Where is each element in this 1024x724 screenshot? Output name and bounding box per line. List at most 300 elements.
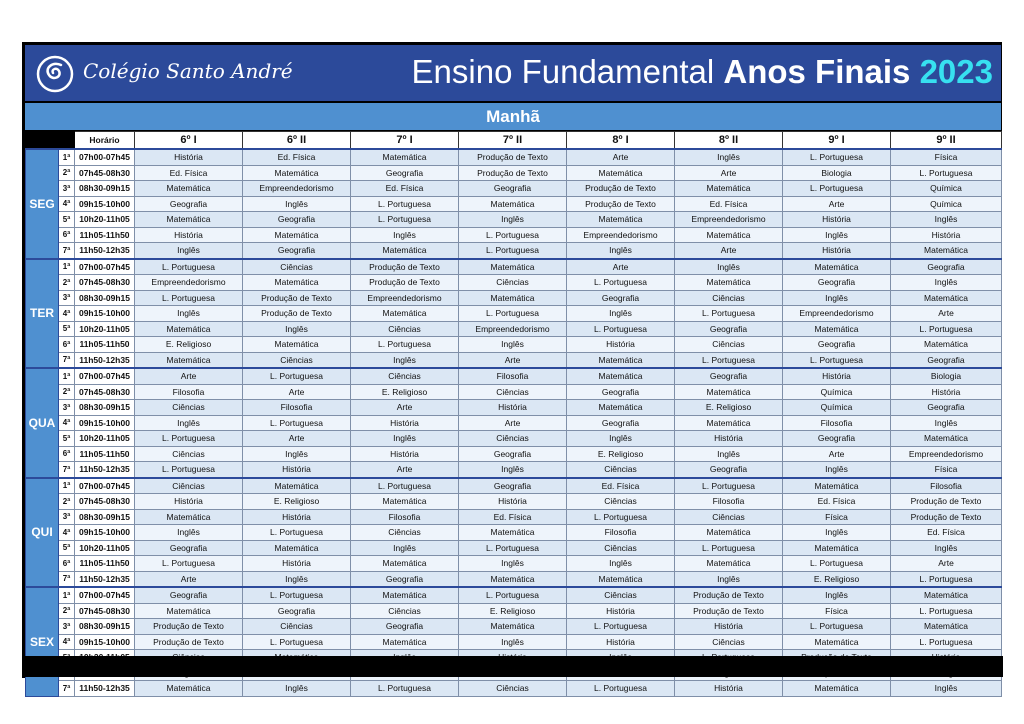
subject-cell: História	[675, 431, 783, 447]
subject-cell: Ciências	[243, 352, 351, 368]
subject-cell: Matemática	[459, 259, 567, 275]
subject-cell: L. Portuguesa	[351, 337, 459, 353]
period-time: 10h20-11h05	[75, 321, 135, 337]
subject-cell: Física	[783, 509, 891, 525]
subject-cell: L. Portuguesa	[135, 431, 243, 447]
subject-cell: Filosofia	[243, 400, 351, 416]
subject-cell: Inglês	[351, 431, 459, 447]
table-row	[26, 352, 1002, 368]
subject-cell: Ed. Física	[351, 181, 459, 197]
subject-cell: Produção de Texto	[459, 165, 567, 181]
subject-cell: Ciências	[567, 587, 675, 603]
subject-cell: Arte	[459, 415, 567, 431]
header-class: 6º I	[135, 132, 243, 150]
subject-cell: História	[567, 634, 675, 650]
table-row	[26, 540, 1002, 556]
subject-cell: Matemática	[675, 227, 783, 243]
period-time: 07h00-07h45	[75, 259, 135, 275]
subject-cell: Inglês	[243, 681, 351, 697]
header-class: 8º II	[675, 132, 783, 150]
day-label: TER	[26, 259, 59, 369]
period-ordinal: 6ª	[59, 446, 75, 462]
subject-cell: Matemática	[351, 243, 459, 259]
subject-cell: Ciências	[135, 446, 243, 462]
subject-cell: Produção de Texto	[351, 259, 459, 275]
subject-cell: Inglês	[351, 227, 459, 243]
subject-cell: Ciências	[459, 431, 567, 447]
subject-cell: Matemática	[351, 587, 459, 603]
subject-cell: Matemática	[783, 321, 891, 337]
subject-cell: L. Portuguesa	[783, 149, 891, 165]
subject-cell: Inglês	[459, 337, 567, 353]
table-row	[26, 400, 1002, 416]
subject-cell: Filosofia	[783, 415, 891, 431]
subject-cell: Produção de Texto	[459, 149, 567, 165]
period-time: 08h30-09h15	[75, 619, 135, 635]
period-ordinal: 1ª	[59, 587, 75, 603]
subject-cell: Ciências	[675, 290, 783, 306]
subject-cell: Matemática	[567, 368, 675, 384]
subject-cell: Matemática	[351, 556, 459, 572]
period-time: 07h45-08h30	[75, 494, 135, 510]
period-ordinal: 2ª	[59, 165, 75, 181]
school-logo-icon	[35, 54, 75, 94]
period-ordinal: 2ª	[59, 275, 75, 291]
subject-cell: Produção de Texto	[675, 587, 783, 603]
subject-cell: L. Portuguesa	[675, 478, 783, 494]
subject-cell: Inglês	[351, 540, 459, 556]
subject-cell: Matemática	[243, 227, 351, 243]
subject-cell: Matemática	[135, 352, 243, 368]
subject-cell: Matemática	[783, 634, 891, 650]
subject-cell: L. Portuguesa	[135, 290, 243, 306]
subject-cell: Geografia	[459, 446, 567, 462]
subject-cell: Geografia	[891, 352, 1002, 368]
subject-cell: Matemática	[783, 478, 891, 494]
period-time: 11h05-11h50	[75, 556, 135, 572]
subject-cell: Produção de Texto	[567, 181, 675, 197]
subject-cell: Inglês	[675, 259, 783, 275]
period-time: 10h20-11h05	[75, 540, 135, 556]
subject-cell: L. Portuguesa	[567, 321, 675, 337]
period-ordinal: 3ª	[59, 509, 75, 525]
period-time: 09h15-10h00	[75, 415, 135, 431]
subject-cell: Matemática	[351, 634, 459, 650]
period-time: 11h50-12h35	[75, 352, 135, 368]
subject-cell: Inglês	[675, 149, 783, 165]
schedule-sheet	[22, 42, 1002, 694]
subject-cell: E. Religioso	[459, 603, 567, 619]
table-row	[26, 212, 1002, 228]
period-ordinal: 3ª	[59, 400, 75, 416]
period-ordinal: 1ª	[59, 478, 75, 494]
subject-cell: Ed. Física	[891, 525, 1002, 541]
table-row	[26, 446, 1002, 462]
period-time: 07h45-08h30	[75, 384, 135, 400]
period-time: 09h15-10h00	[75, 196, 135, 212]
subject-cell: E. Religioso	[351, 384, 459, 400]
period-time: 11h50-12h35	[75, 462, 135, 478]
subject-cell: Inglês	[351, 352, 459, 368]
subject-cell: Empreendedorismo	[891, 446, 1002, 462]
subject-cell: Inglês	[891, 212, 1002, 228]
subject-cell: Geografia	[783, 337, 891, 353]
period-time: 07h45-08h30	[75, 275, 135, 291]
header-class: 8º I	[567, 132, 675, 150]
period-time: 10h20-11h05	[75, 212, 135, 228]
subject-cell: Ciências	[459, 384, 567, 400]
table-row	[26, 259, 1002, 275]
subject-cell: Física	[891, 149, 1002, 165]
subject-cell: Inglês	[135, 243, 243, 259]
subject-cell: L. Portuguesa	[459, 306, 567, 322]
subject-cell: E. Religioso	[783, 571, 891, 587]
subject-cell: Ciências	[135, 400, 243, 416]
subject-cell: L. Portuguesa	[783, 556, 891, 572]
table-row	[26, 431, 1002, 447]
subject-cell: Geografia	[243, 243, 351, 259]
subject-cell: L. Portuguesa	[351, 478, 459, 494]
table-row	[26, 227, 1002, 243]
subject-cell: História	[675, 681, 783, 697]
subject-cell: L. Portuguesa	[243, 525, 351, 541]
subject-cell: Matemática	[567, 400, 675, 416]
subject-cell: Matemática	[567, 352, 675, 368]
subject-cell: História	[459, 494, 567, 510]
table-row	[26, 478, 1002, 494]
period-ordinal: 2ª	[59, 603, 75, 619]
subject-cell: Matemática	[675, 556, 783, 572]
subject-cell: Empreendedorismo	[567, 227, 675, 243]
table-row	[26, 290, 1002, 306]
period-ordinal: 3ª	[59, 619, 75, 635]
period-time: 07h00-07h45	[75, 368, 135, 384]
period-ordinal: 7ª	[59, 352, 75, 368]
subject-cell: Arte	[675, 165, 783, 181]
subject-cell: Química	[891, 196, 1002, 212]
table-row	[26, 556, 1002, 572]
subject-cell: L. Portuguesa	[351, 212, 459, 228]
subject-cell: L. Portuguesa	[567, 681, 675, 697]
subject-cell: Ciências	[567, 462, 675, 478]
subject-cell: E. Religioso	[675, 400, 783, 416]
period-ordinal: 3ª	[59, 290, 75, 306]
subject-cell: Inglês	[783, 462, 891, 478]
subject-cell: Geografia	[891, 259, 1002, 275]
subject-cell: Geografia	[243, 212, 351, 228]
subject-cell: Arte	[675, 243, 783, 259]
subject-cell: Matemática	[567, 571, 675, 587]
subject-cell: Empreendedorismo	[135, 275, 243, 291]
subject-cell: Matemática	[243, 540, 351, 556]
subject-cell: Arte	[891, 306, 1002, 322]
subject-cell: Inglês	[567, 556, 675, 572]
table-row	[26, 275, 1002, 291]
period-ordinal: 6ª	[59, 227, 75, 243]
subject-cell: Ed. Física	[783, 494, 891, 510]
period-ordinal: 2ª	[59, 384, 75, 400]
subject-cell: Matemática	[135, 321, 243, 337]
subject-cell: L. Portuguesa	[675, 352, 783, 368]
subject-cell: Matemática	[459, 525, 567, 541]
subject-cell: Filosofia	[135, 384, 243, 400]
subject-cell: L. Portuguesa	[567, 509, 675, 525]
subject-cell: Matemática	[567, 212, 675, 228]
footer-bar	[23, 656, 1003, 677]
subject-cell: L. Portuguesa	[891, 571, 1002, 587]
subject-cell: L. Portuguesa	[459, 227, 567, 243]
period-ordinal: 2ª	[59, 494, 75, 510]
subject-cell: Geografia	[351, 619, 459, 635]
subject-cell: L. Portuguesa	[135, 462, 243, 478]
subject-cell: Inglês	[135, 306, 243, 322]
day-label: QUA	[26, 368, 59, 478]
subject-cell: Matemática	[351, 149, 459, 165]
subject-cell: Inglês	[891, 275, 1002, 291]
subject-cell: História	[783, 243, 891, 259]
subject-cell: Geografia	[567, 290, 675, 306]
subject-cell: História	[567, 603, 675, 619]
subject-cell: Matemática	[135, 603, 243, 619]
period-time: 07h00-07h45	[75, 478, 135, 494]
title-part2: Anos Finais	[723, 53, 920, 90]
subject-cell: Inglês	[459, 212, 567, 228]
period-time: 11h50-12h35	[75, 681, 135, 697]
period-time: 11h05-11h50	[75, 227, 135, 243]
subject-cell: Geografia	[891, 400, 1002, 416]
subject-cell: Matemática	[135, 212, 243, 228]
header-row	[26, 132, 1002, 150]
table-row	[26, 368, 1002, 384]
subject-cell: Geografia	[783, 431, 891, 447]
subject-cell: História	[459, 400, 567, 416]
subject-cell: Geografia	[675, 321, 783, 337]
table-row	[26, 619, 1002, 635]
subject-cell: L. Portuguesa	[243, 634, 351, 650]
subject-cell: Inglês	[243, 571, 351, 587]
table-row	[26, 681, 1002, 697]
table-row	[26, 494, 1002, 510]
period-time: 11h50-12h35	[75, 571, 135, 587]
subject-cell: Geografia	[459, 181, 567, 197]
subject-cell: Matemática	[783, 540, 891, 556]
period-time: 10h20-11h05	[75, 431, 135, 447]
subject-cell: Inglês	[783, 227, 891, 243]
subject-cell: Geografia	[459, 478, 567, 494]
subject-cell: Matemática	[459, 196, 567, 212]
period-ordinal: 4ª	[59, 415, 75, 431]
subject-cell: Inglês	[783, 587, 891, 603]
subject-cell: L. Portuguesa	[675, 540, 783, 556]
subject-cell: Matemática	[243, 165, 351, 181]
subject-cell: L. Portuguesa	[459, 587, 567, 603]
subject-cell: Matemática	[243, 478, 351, 494]
subject-cell: Inglês	[459, 462, 567, 478]
period-ordinal: 4ª	[59, 196, 75, 212]
subject-cell: Empreendedorismo	[675, 212, 783, 228]
subject-cell: Matemática	[243, 275, 351, 291]
subject-cell: História	[891, 384, 1002, 400]
subject-cell: Arte	[783, 446, 891, 462]
subject-cell: Arte	[135, 368, 243, 384]
table-row	[26, 165, 1002, 181]
header-class: 9º II	[891, 132, 1002, 150]
subject-cell: Matemática	[675, 275, 783, 291]
subject-cell: Ciências	[243, 259, 351, 275]
header-class: 7º I	[351, 132, 459, 150]
subject-cell: Inglês	[891, 681, 1002, 697]
table-row	[26, 181, 1002, 197]
subject-cell: Matemática	[351, 306, 459, 322]
subject-cell: Matemática	[891, 431, 1002, 447]
subject-cell: E. Religioso	[135, 337, 243, 353]
subject-cell: Inglês	[783, 525, 891, 541]
subject-cell: Inglês	[567, 306, 675, 322]
table-row	[26, 571, 1002, 587]
subject-cell: L. Portuguesa	[783, 352, 891, 368]
period-time: 08h30-09h15	[75, 181, 135, 197]
subject-cell: Matemática	[567, 165, 675, 181]
subject-cell: L. Portuguesa	[783, 181, 891, 197]
period-time: 07h45-08h30	[75, 603, 135, 619]
period-ordinal: 4ª	[59, 525, 75, 541]
subject-cell: L. Portuguesa	[459, 540, 567, 556]
day-label: SEX	[26, 587, 59, 696]
subject-cell: Produção de Texto	[135, 619, 243, 635]
period-ordinal: 7ª	[59, 462, 75, 478]
subject-cell: Inglês	[675, 446, 783, 462]
header-blank	[26, 132, 75, 150]
subject-cell: Arte	[243, 384, 351, 400]
subject-cell: Matemática	[135, 509, 243, 525]
subject-cell: Matemática	[891, 587, 1002, 603]
subject-cell: L. Portuguesa	[243, 415, 351, 431]
subject-cell: Ed. Física	[243, 149, 351, 165]
subject-cell: Matemática	[783, 681, 891, 697]
subject-cell: Produção de Texto	[675, 603, 783, 619]
subject-cell: Inglês	[243, 196, 351, 212]
subject-cell: Arte	[891, 556, 1002, 572]
period-time: 07h00-07h45	[75, 587, 135, 603]
subject-cell: L. Portuguesa	[891, 634, 1002, 650]
subject-cell: Ciências	[675, 634, 783, 650]
subject-cell: Física	[891, 462, 1002, 478]
subject-cell: Filosofia	[351, 509, 459, 525]
subject-cell: Matemática	[675, 415, 783, 431]
subject-cell: Inglês	[459, 634, 567, 650]
subject-cell: História	[135, 149, 243, 165]
subject-cell: História	[243, 462, 351, 478]
school-name: Colégio Santo André	[83, 59, 293, 83]
subject-cell: Produção de Texto	[351, 275, 459, 291]
page-title	[412, 53, 993, 91]
header-class: 6º II	[243, 132, 351, 150]
period-time: 11h50-12h35	[75, 243, 135, 259]
period-ordinal: 7ª	[59, 243, 75, 259]
subject-cell: E. Religioso	[243, 494, 351, 510]
header-horario: Horário	[75, 132, 135, 150]
table-row	[26, 525, 1002, 541]
subject-cell: Matemática	[675, 525, 783, 541]
subject-cell: Ciências	[675, 509, 783, 525]
subject-cell: Ciências	[351, 603, 459, 619]
subject-cell: Matemática	[783, 259, 891, 275]
subject-cell: Inglês	[675, 571, 783, 587]
subject-cell: Geografia	[135, 587, 243, 603]
period-ordinal: 5ª	[59, 212, 75, 228]
subject-cell: Geografia	[675, 462, 783, 478]
header-class: 7º II	[459, 132, 567, 150]
subject-cell: Inglês	[135, 415, 243, 431]
period-time: 09h15-10h00	[75, 306, 135, 322]
subject-cell: Inglês	[567, 431, 675, 447]
period-ordinal: 7ª	[59, 681, 75, 697]
day-label: SEG	[26, 149, 59, 259]
subject-cell: E. Religioso	[567, 446, 675, 462]
subject-cell: Biologia	[783, 165, 891, 181]
subject-cell: L. Portuguesa	[135, 259, 243, 275]
subject-cell: Arte	[567, 259, 675, 275]
subject-cell: História	[675, 619, 783, 635]
subject-cell: Filosofia	[459, 368, 567, 384]
subject-cell: Produção de Texto	[891, 494, 1002, 510]
subject-cell: L. Portuguesa	[675, 306, 783, 322]
table-row	[26, 196, 1002, 212]
subject-cell: Inglês	[243, 446, 351, 462]
period-ordinal: 4ª	[59, 634, 75, 650]
subject-cell: Matemática	[675, 384, 783, 400]
subject-cell: Matemática	[135, 681, 243, 697]
table-row	[26, 384, 1002, 400]
subject-cell: L. Portuguesa	[459, 243, 567, 259]
subject-cell: Matemática	[675, 181, 783, 197]
period-ordinal: 5ª	[59, 540, 75, 556]
subject-cell: Ciências	[567, 494, 675, 510]
subject-cell: História	[783, 212, 891, 228]
subject-cell: Empreendedorismo	[783, 306, 891, 322]
subject-cell: Geografia	[675, 368, 783, 384]
subject-cell: Produção de Texto	[135, 634, 243, 650]
subject-cell: Biologia	[891, 368, 1002, 384]
header-banner	[25, 45, 1001, 101]
subject-cell: História	[243, 509, 351, 525]
subject-cell: Inglês	[567, 243, 675, 259]
period-ordinal: 6ª	[59, 337, 75, 353]
subject-cell: L. Portuguesa	[567, 275, 675, 291]
subject-cell: História	[351, 415, 459, 431]
subject-cell: História	[135, 494, 243, 510]
subject-cell: Empreendedorismo	[243, 181, 351, 197]
table-row	[26, 509, 1002, 525]
header-class: 9º I	[783, 132, 891, 150]
table-row	[26, 634, 1002, 650]
subject-cell: L. Portuguesa	[243, 368, 351, 384]
table-row	[26, 603, 1002, 619]
period-ordinal: 5ª	[59, 431, 75, 447]
subject-cell: Produção de Texto	[891, 509, 1002, 525]
subject-cell: Ciências	[459, 275, 567, 291]
table-row	[26, 587, 1002, 603]
subject-cell: História	[891, 227, 1002, 243]
subject-cell: Ed. Física	[567, 478, 675, 494]
subject-cell: História	[567, 337, 675, 353]
period-time: 09h15-10h00	[75, 634, 135, 650]
subject-cell: História	[135, 227, 243, 243]
subject-cell: L. Portuguesa	[891, 165, 1002, 181]
subject-cell: Matemática	[891, 337, 1002, 353]
subject-cell: Química	[891, 181, 1002, 197]
subject-cell: L. Portuguesa	[891, 603, 1002, 619]
